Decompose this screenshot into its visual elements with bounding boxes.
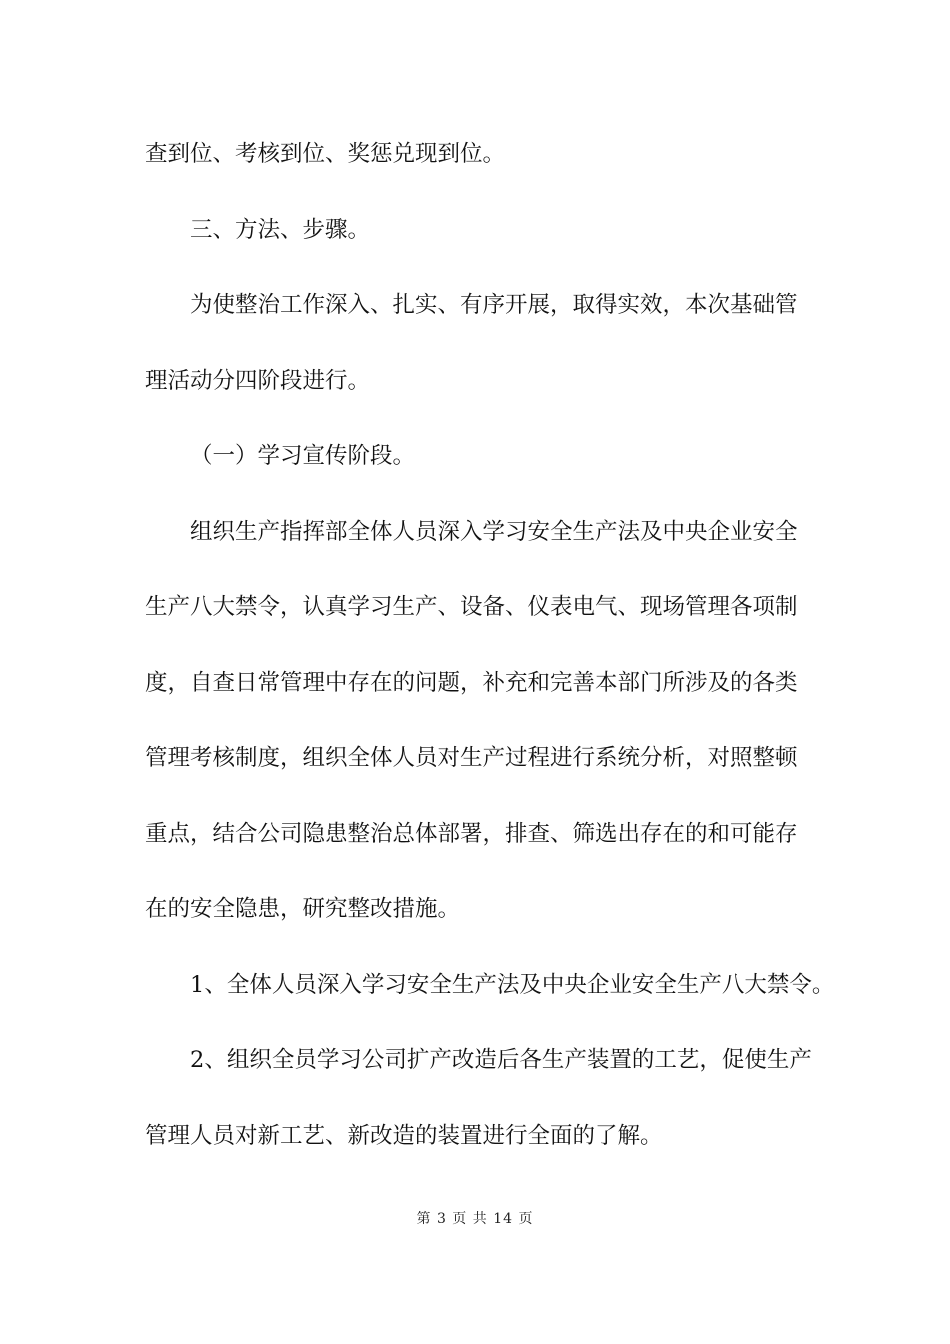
paragraph-line: 为使整治工作深入、扎实、有序开展，取得实效，本次基础管 <box>190 292 798 318</box>
page-number-text: 第 3 页 共 14 页 <box>416 1211 534 1227</box>
document-body <box>145 132 835 1189</box>
paragraph-line: 管理考核制度，组织全体人员对生产过程进行系统分析，对照整顿 <box>145 745 798 771</box>
paragraph-line: 生产八大禁令，认真学习生产、设备、仪表电气、现场管理各项制 <box>145 594 798 620</box>
paragraph-line: 管理人员对新工艺、新改造的装置进行全面的了解。 <box>145 1122 663 1149</box>
list-item: 1、全体人员深入学习安全生产法及中央企业安全生产八大禁令。 <box>190 971 835 998</box>
paragraph-line: 查到位、考核到位、奖惩兑现到位。 <box>145 141 506 167</box>
list-item: 2、组织全员学习公司扩产改造后各生产装置的工艺，促使生产 <box>190 1047 812 1073</box>
paragraph-line: 理活动分四阶段进行。 <box>145 367 371 394</box>
paragraph-line: 重点，结合公司隐患整治总体部署，排查、筛选出存在的和可能存 <box>145 820 798 847</box>
paragraph-line: 组织生产指挥部全体人员深入学习安全生产法及中央企业安全 <box>190 518 798 545</box>
section-heading: 三、方法、步骤。 <box>190 216 371 243</box>
subsection-heading: （一）学习宣传阶段。 <box>190 443 416 469</box>
page-footer <box>0 1208 950 1228</box>
paragraph-line: 度，自查日常管理中存在的问题，补充和完善本部门所涉及的各类 <box>145 669 798 696</box>
paragraph-line: 在的安全隐患，研究整改措施。 <box>145 896 461 922</box>
